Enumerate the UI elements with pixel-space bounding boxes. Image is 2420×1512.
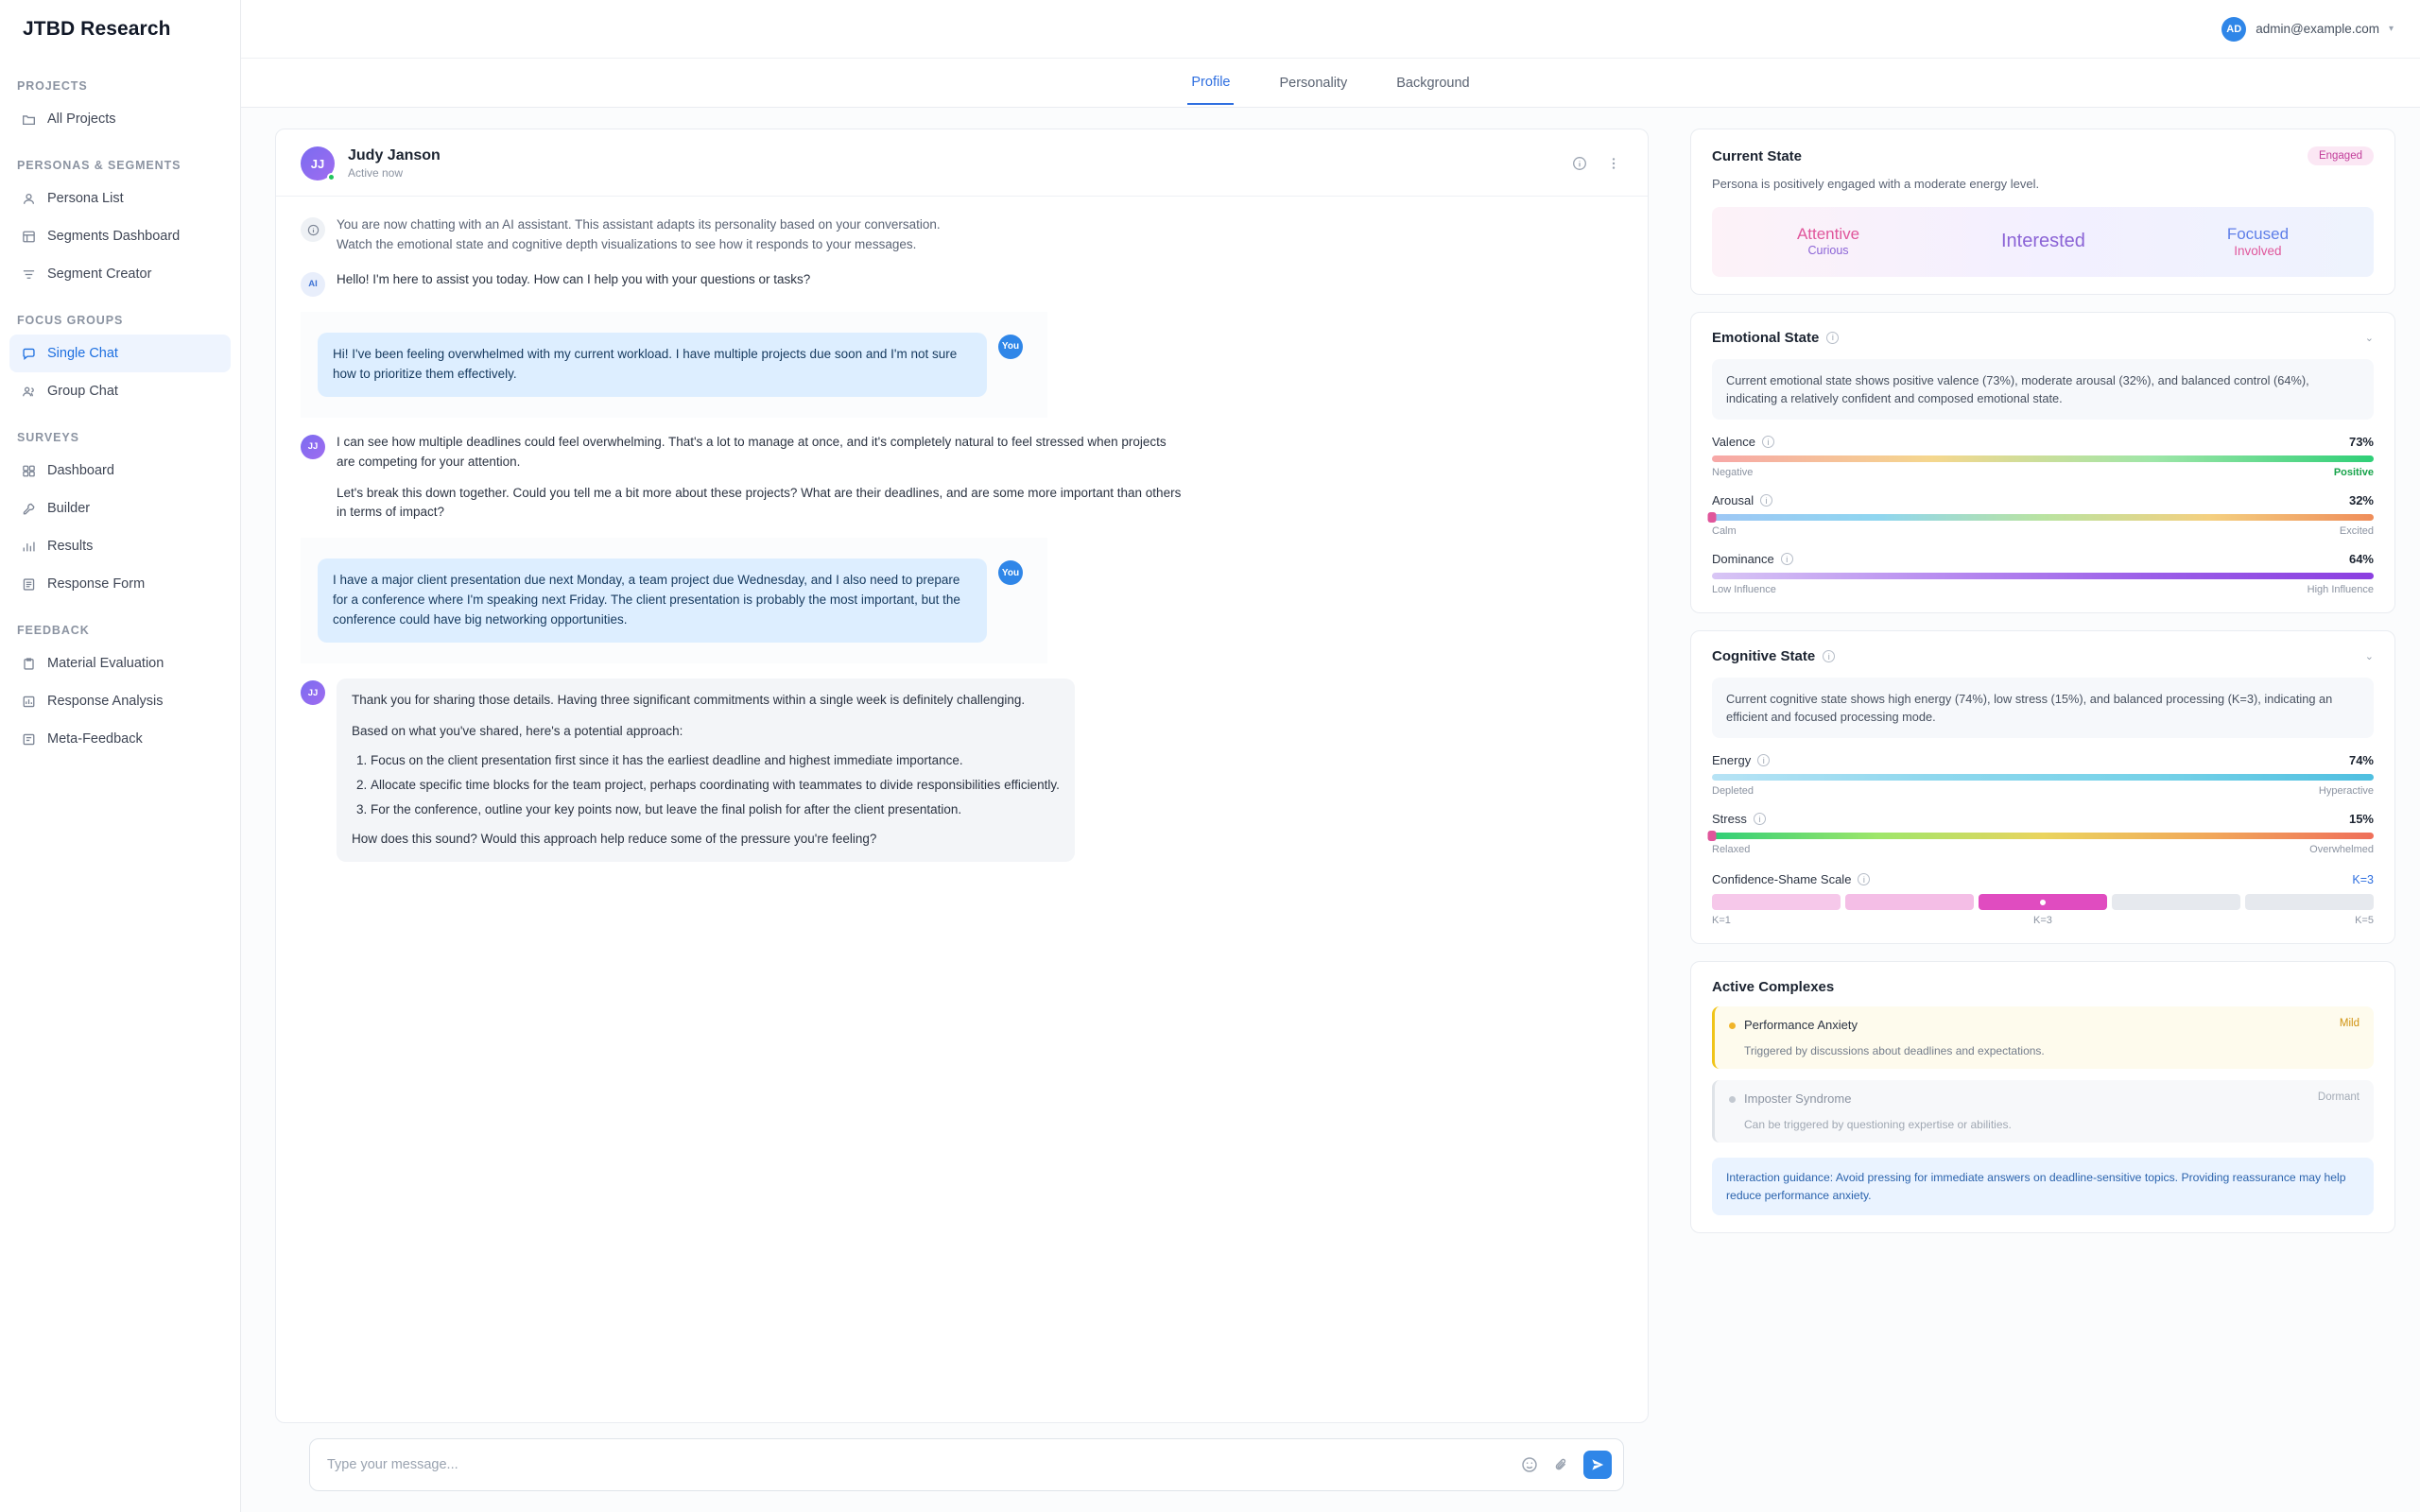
sidebar-section-title: PERSONAS & SEGMENTS bbox=[17, 159, 182, 172]
clipboard-icon bbox=[21, 656, 36, 671]
sidebar-item-label: Meta-Feedback bbox=[47, 731, 143, 747]
mood-secondary-label: Curious bbox=[1807, 244, 1849, 258]
kscale-segment[interactable] bbox=[1712, 894, 1841, 910]
chevron-down-icon: ▾ bbox=[2388, 24, 2394, 34]
message-user bbox=[301, 538, 1047, 663]
user-menu[interactable] bbox=[2221, 17, 2394, 42]
sidebar-section-surveys bbox=[0, 423, 240, 603]
complex-description: Can be triggered by questioning expertise or abilities. bbox=[1744, 1118, 2012, 1132]
kscale-right-label: K=5 bbox=[2355, 915, 2374, 927]
current-state-card bbox=[1690, 129, 2395, 295]
metric-energy bbox=[1712, 753, 2374, 797]
message-system bbox=[301, 215, 1623, 255]
more-options-icon[interactable] bbox=[1604, 154, 1623, 173]
metric-value: 64% bbox=[2348, 552, 2374, 566]
tab-bar bbox=[241, 59, 2420, 108]
user-icon bbox=[21, 191, 36, 206]
scale-right-label: Hyperactive bbox=[2318, 785, 2374, 798]
chevron-down-icon[interactable]: ⌄ bbox=[2364, 651, 2374, 662]
mood-primary-label: Attentive bbox=[1796, 225, 1860, 244]
form-icon bbox=[21, 576, 36, 592]
cognitive-state-card bbox=[1690, 630, 2395, 944]
sidebar-item-response-analysis[interactable] bbox=[9, 682, 231, 720]
sidebar-section-feedback bbox=[0, 616, 240, 758]
complex-item-performance-anxiety[interactable] bbox=[1712, 1006, 2374, 1069]
complex-severity-badge: Dormant bbox=[2317, 1091, 2360, 1104]
sidebar-item-results[interactable] bbox=[9, 527, 231, 565]
brand-title: JTBD Research bbox=[23, 18, 171, 40]
metric-bar bbox=[1712, 514, 2374, 521]
scale-right-label: High Influence bbox=[2307, 584, 2374, 595]
message-input[interactable] bbox=[327, 1457, 1508, 1472]
status-badge: Engaged bbox=[2308, 146, 2374, 165]
complex-name: Imposter Syndrome bbox=[1744, 1091, 1852, 1107]
chat-panel bbox=[275, 129, 1649, 1423]
tab-background[interactable]: Background bbox=[1396, 75, 1470, 91]
chat-column bbox=[241, 108, 1673, 1512]
metric-header bbox=[1712, 435, 2374, 449]
metric-dominance bbox=[1712, 552, 2374, 595]
kscale-left-label: K=1 bbox=[1712, 915, 1731, 927]
kscale-segments bbox=[1712, 894, 2374, 910]
message-text: Hi! I've been feeling overwhelmed with my current workload. I have multiple projects due soon and I'm not sure how to prioritize them effectively. bbox=[318, 333, 987, 397]
info-icon[interactable]: i bbox=[1754, 813, 1766, 825]
users-icon bbox=[21, 384, 36, 399]
card-title: Active Complexes bbox=[1712, 979, 1835, 996]
dashboard-icon bbox=[21, 463, 36, 478]
kscale-labels bbox=[1712, 915, 2374, 926]
send-button[interactable] bbox=[1583, 1451, 1612, 1479]
metric-value: 32% bbox=[2348, 493, 2374, 507]
sidebar-item-segments-dashboard[interactable] bbox=[9, 217, 231, 255]
metric-header bbox=[1712, 493, 2374, 507]
message-step-list bbox=[371, 751, 1060, 820]
online-status-icon bbox=[327, 173, 336, 181]
sidebar-item-label: Persona List bbox=[47, 191, 124, 206]
kscale-label: Confidence-Shame Scale bbox=[1712, 872, 1852, 887]
metric-scale-labels bbox=[1712, 525, 2374, 537]
sidebar-item-label: Dashboard bbox=[47, 463, 114, 478]
user-avatar: You bbox=[998, 560, 1023, 585]
card-title: Current State bbox=[1712, 147, 1803, 164]
sidebar-item-label: Single Chat bbox=[47, 346, 118, 361]
sidebar-item-label: Builder bbox=[47, 501, 91, 516]
info-icon[interactable]: i bbox=[1781, 553, 1793, 565]
kscale-header bbox=[1712, 872, 2374, 886]
persona-avatar: JJ bbox=[301, 680, 325, 705]
cognitive-state-summary: Current cognitive state shows high energy (74%), low stress (15%), and balanced processing (K=3), indicating an efficient and focused processing mode. bbox=[1712, 678, 2374, 738]
metric-bar bbox=[1712, 573, 2374, 579]
sidebar-item-segment-creator[interactable] bbox=[9, 255, 231, 293]
mood-item bbox=[2001, 230, 2085, 253]
current-state-header bbox=[1712, 146, 2374, 165]
mood-primary-label: Focused bbox=[2226, 224, 2290, 243]
metric-scale-labels bbox=[1712, 785, 2374, 797]
metric-bar bbox=[1712, 833, 2374, 839]
sidebar-item-label: Results bbox=[47, 539, 94, 554]
system-line-1: You are now chatting with an AI assistant. This assistant adapts its personality based on your conversation. bbox=[337, 217, 941, 232]
feedback-icon bbox=[21, 731, 36, 747]
info-icon[interactable]: i bbox=[1858, 873, 1870, 885]
info-icon[interactable]: i bbox=[1760, 494, 1772, 507]
attachment-icon[interactable] bbox=[1551, 1454, 1572, 1475]
metric-header bbox=[1712, 552, 2374, 566]
info-icon[interactable]: i bbox=[1762, 436, 1774, 448]
message-paragraph: Thank you for sharing those details. Having three significant commitments within a single week is definitely challenging. bbox=[352, 693, 1026, 708]
mood-primary-label: Interested bbox=[2000, 231, 2085, 252]
insights-panel bbox=[1673, 108, 2420, 1512]
interaction-guidance: Interaction guidance: Avoid pressing for immediate answers on deadline-sensitive topics. Providing reassurance may help reduce performance anxiety. bbox=[1712, 1158, 2374, 1215]
metric-marker bbox=[1708, 831, 1717, 841]
content-area bbox=[241, 108, 2420, 1512]
metric-label: Arousal bbox=[1712, 493, 1754, 507]
scale-left-label: Depleted bbox=[1712, 785, 1754, 798]
metric-scale-labels bbox=[1712, 467, 2374, 478]
metric-label: Valence bbox=[1712, 435, 1756, 449]
message-text: I have a major client presentation due next Monday, a team project due Wednesday, and I also need to prepare for a conference where I'm speaking next Friday. The client presentation is probably the most important, but the conference could have big networking opportunities. bbox=[318, 558, 987, 643]
metric-label: Energy bbox=[1712, 753, 1752, 768]
message-composer bbox=[275, 1423, 1649, 1512]
complex-item-imposter-syndrome[interactable] bbox=[1712, 1080, 2374, 1143]
message-text: Hello! I'm here to assist you today. How can I help you with your questions or tasks? bbox=[337, 271, 811, 286]
list-item: 2. Allocate specific time blocks for the team project, perhaps coordinating with teammates to divide responsibilities efficiently. bbox=[371, 776, 1060, 796]
scale-right-label: Overwhelmed bbox=[2309, 844, 2374, 856]
chart-icon bbox=[21, 539, 36, 554]
chat-icon bbox=[21, 346, 36, 361]
kscale-center-label: K=3 bbox=[2033, 915, 2052, 927]
cognitive-state-header bbox=[1712, 648, 2374, 664]
chat-header-actions bbox=[1570, 154, 1623, 173]
metric-bar bbox=[1712, 774, 2374, 781]
avatar: AD bbox=[2221, 17, 2246, 42]
grid-icon bbox=[21, 229, 36, 244]
card-title: Cognitive State bbox=[1712, 648, 1816, 664]
message-paragraph: I can see how multiple deadlines could feel overwhelming. That's a lot to manage at once, and it's completely natural to feel stressed when projects are competing for your attention. bbox=[337, 434, 1167, 469]
sidebar bbox=[0, 0, 241, 1512]
kscale-segment[interactable] bbox=[2112, 894, 2240, 910]
sidebar-item-persona-list[interactable] bbox=[9, 180, 231, 217]
current-state-description: Persona is positively engaged with a moderate energy level. bbox=[1712, 177, 2040, 191]
sidebar-section-title: FEEDBACK bbox=[17, 624, 90, 637]
metric-header bbox=[1712, 753, 2374, 767]
sidebar-section-title: PROJECTS bbox=[17, 79, 88, 93]
metric-scale-labels bbox=[1712, 844, 2374, 855]
emotional-state-summary: Current emotional state shows positive valence (73%), moderate arousal (32%), and balanced control (64%), indicating a relatively confident and composed emotional state. bbox=[1712, 359, 2374, 420]
message-ai bbox=[301, 270, 1623, 297]
list-item: 1. Focus on the client presentation first since it has the earliest deadline and highest immediate importance. bbox=[371, 751, 1060, 771]
message-paragraph: Let's break this down together. Could you tell me a bit more about these projects? What are their deadlines, and are some more important than others in terms of impact? bbox=[337, 485, 1182, 520]
wrench-icon bbox=[21, 501, 36, 516]
emotional-state-card bbox=[1690, 312, 2395, 613]
tab-personality[interactable]: Personality bbox=[1279, 75, 1348, 91]
scale-right-label: Excited bbox=[2339, 525, 2374, 537]
tab-profile[interactable]: Profile bbox=[1187, 61, 1234, 105]
sidebar-section-projects bbox=[0, 72, 240, 138]
persona-name: Judy Janson bbox=[348, 147, 441, 163]
metric-label: Dominance bbox=[1712, 552, 1774, 566]
sidebar-item-builder[interactable] bbox=[9, 490, 231, 527]
main-column bbox=[241, 0, 2420, 1512]
message-list bbox=[276, 197, 1648, 1422]
metric-scale-labels bbox=[1712, 584, 2374, 595]
active-complexes-header bbox=[1712, 979, 2374, 995]
sidebar-section-title: SURVEYS bbox=[17, 431, 79, 444]
mood-item bbox=[2227, 224, 2289, 260]
card-title: Emotional State bbox=[1712, 329, 1820, 346]
confidence-shame-scale bbox=[1712, 872, 2374, 926]
persona-avatar: JJ bbox=[301, 435, 325, 459]
sidebar-item-label: Response Analysis bbox=[47, 694, 164, 709]
sidebar-item-label: Segments Dashboard bbox=[47, 229, 181, 244]
sidebar-item-label: Material Evaluation bbox=[47, 656, 164, 671]
message-paragraph: Based on what you've shared, here's a potential approach: bbox=[352, 724, 683, 739]
mood-secondary-label: Involved bbox=[2234, 243, 2282, 258]
sidebar-item-dashboard[interactable] bbox=[9, 452, 231, 490]
status-dot-icon bbox=[1729, 1096, 1736, 1103]
info-icon bbox=[301, 217, 325, 242]
kscale-segment[interactable] bbox=[1845, 894, 1974, 910]
sidebar-item-meta-feedback[interactable] bbox=[9, 720, 231, 758]
sidebar-item-label: All Projects bbox=[47, 112, 116, 127]
scale-left-label: Relaxed bbox=[1712, 844, 1751, 856]
active-complexes-card bbox=[1690, 961, 2395, 1233]
emotional-state-header bbox=[1712, 330, 2374, 346]
kscale-marker bbox=[2040, 900, 2046, 905]
user-email: admin@example.com bbox=[2256, 22, 2379, 36]
sidebar-item-all-projects[interactable] bbox=[9, 100, 231, 138]
sidebar-section-personas bbox=[0, 151, 240, 293]
metric-value: 74% bbox=[2348, 753, 2374, 768]
message-user bbox=[301, 312, 1047, 418]
complex-description: Triggered by discussions about deadlines and expectations. bbox=[1744, 1044, 2045, 1058]
message-text bbox=[337, 679, 1075, 862]
metric-arousal bbox=[1712, 493, 2374, 537]
sidebar-section-focus-groups bbox=[0, 306, 240, 410]
metric-label: Stress bbox=[1712, 812, 1747, 827]
sidebar-item-label: Group Chat bbox=[47, 384, 118, 399]
metric-valence bbox=[1712, 435, 2374, 478]
info-icon[interactable]: i bbox=[1826, 332, 1839, 344]
metric-stress bbox=[1712, 812, 2374, 855]
metric-value: 15% bbox=[2348, 812, 2374, 827]
info-icon[interactable] bbox=[1570, 154, 1589, 173]
info-icon[interactable]: i bbox=[1757, 754, 1770, 766]
scale-left-label: Calm bbox=[1712, 525, 1737, 537]
metric-header bbox=[1712, 812, 2374, 826]
message-persona bbox=[301, 679, 1623, 862]
sidebar-item-single-chat[interactable] bbox=[9, 335, 231, 372]
metric-value: 73% bbox=[2348, 435, 2374, 449]
status-dot-icon bbox=[1729, 1022, 1736, 1029]
mood-item bbox=[1797, 224, 1859, 259]
sidebar-item-material-evaluation[interactable] bbox=[9, 644, 231, 682]
scale-left-label: Negative bbox=[1712, 467, 1754, 478]
persona-avatar-initials: JJ bbox=[310, 156, 325, 171]
user-avatar: You bbox=[998, 335, 1023, 359]
kscale-segment[interactable] bbox=[2245, 894, 2374, 910]
complex-name: Performance Anxiety bbox=[1744, 1018, 1858, 1033]
sidebar-item-group-chat[interactable] bbox=[9, 372, 231, 410]
mood-visualization bbox=[1712, 207, 2374, 277]
composer-field-wrap bbox=[309, 1438, 1624, 1491]
metric-bar bbox=[1712, 455, 2374, 462]
topbar bbox=[241, 0, 2420, 59]
info-icon[interactable]: i bbox=[1823, 650, 1835, 662]
message-persona bbox=[301, 433, 1623, 524]
scale-left-label: Low Influence bbox=[1712, 584, 1776, 595]
system-line-2: Watch the emotional state and cognitive depth visualizations to see how it responds to your messages. bbox=[337, 236, 917, 251]
message-text bbox=[337, 433, 1187, 524]
sidebar-item-response-form[interactable] bbox=[9, 565, 231, 603]
complex-severity-badge: Mild bbox=[2339, 1018, 2360, 1030]
persona-avatar bbox=[301, 146, 335, 180]
message-paragraph: How does this sound? Would this approach help reduce some of the pressure you're feeling? bbox=[352, 831, 877, 846]
sidebar-item-label: Segment Creator bbox=[47, 266, 152, 282]
list-item: 3. For the conference, outline your key points now, but leave the final polish for after the client presentation. bbox=[371, 800, 1060, 820]
persona-status: Active now bbox=[348, 166, 404, 180]
chevron-down-icon[interactable]: ⌄ bbox=[2364, 332, 2374, 344]
emoji-icon[interactable] bbox=[1519, 1454, 1540, 1475]
message-text bbox=[337, 215, 941, 255]
sidebar-section-title: FOCUS GROUPS bbox=[17, 314, 124, 327]
chat-header bbox=[276, 129, 1648, 197]
filter-icon bbox=[21, 266, 36, 282]
kscale-value: K=3 bbox=[2352, 872, 2374, 886]
analysis-icon bbox=[21, 694, 36, 709]
scale-right-label: Positive bbox=[2333, 467, 2374, 478]
metric-marker bbox=[1708, 512, 1717, 523]
folder-icon bbox=[21, 112, 36, 127]
sidebar-item-label: Response Form bbox=[47, 576, 146, 592]
kscale-segment-active[interactable] bbox=[1979, 894, 2107, 910]
ai-avatar: AI bbox=[301, 272, 325, 297]
